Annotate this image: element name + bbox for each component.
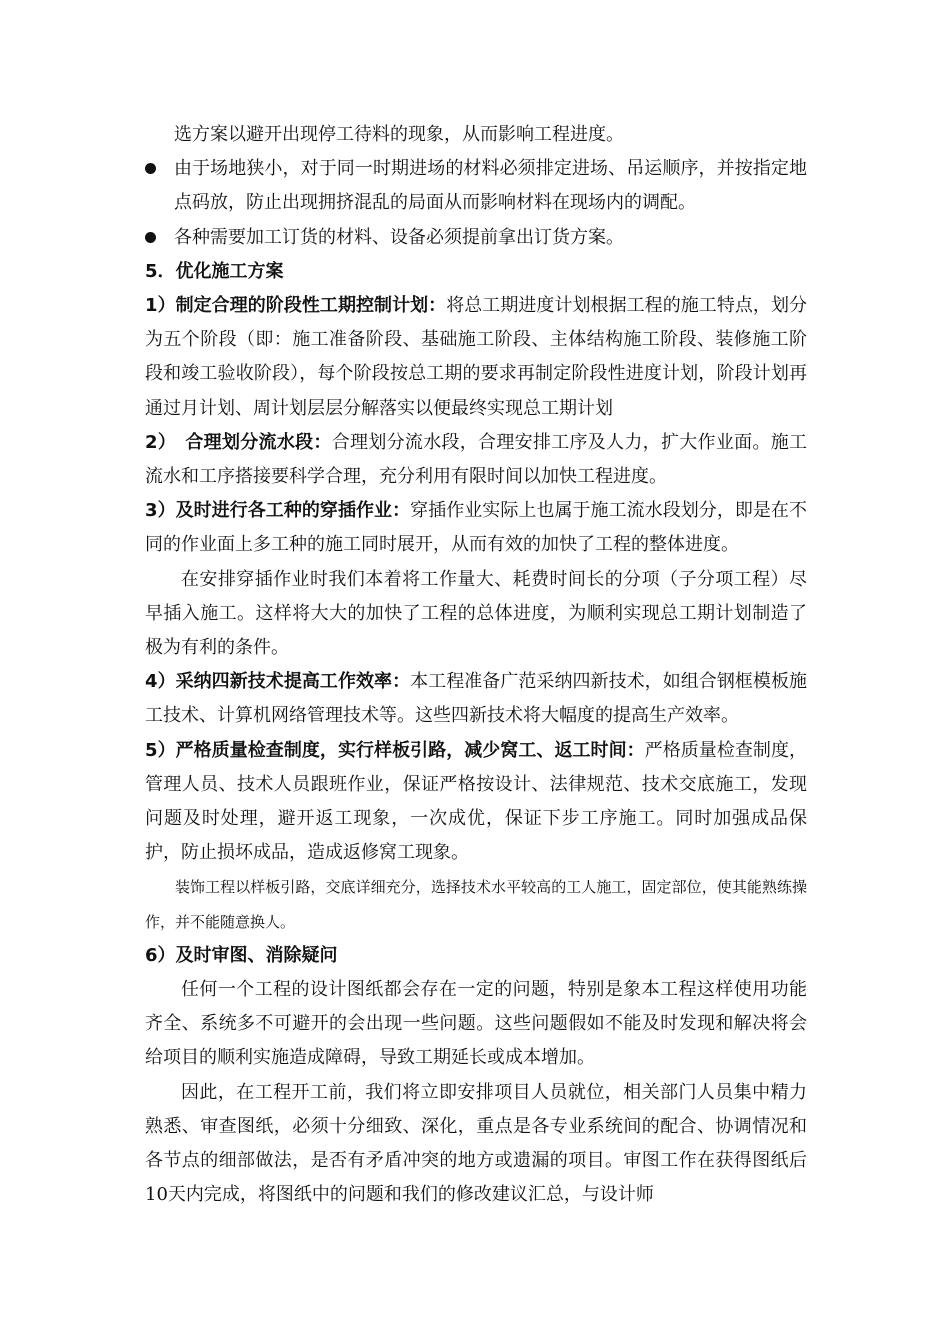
document-page xyxy=(145,118,807,1213)
item-2-body: 合理划分流水段，合理安排工序及人力，扩大作业面。施工流水和工序搭接要科学合理，充分利用有限时间以加快工程进度。 xyxy=(145,431,808,488)
item-1-paragraph xyxy=(145,289,807,426)
item-3-body: 穿插作业实际上也属于施工流水段划分，即是在不同的作业面上多工种的施工同时展开，从而有效的加快了工程的整体进度。 xyxy=(145,500,807,556)
section-heading-5: 5．优化施工方案 xyxy=(145,260,284,282)
item-4-title: 4）采纳四新技术提高工作效率： xyxy=(145,671,411,693)
item-4-paragraph xyxy=(145,665,807,733)
item-2-paragraph xyxy=(145,426,807,494)
bullet-dot-icon xyxy=(145,232,156,243)
item-3-title: 3）及时进行各工种的穿插作业： xyxy=(145,500,411,522)
bullet-item-ordering xyxy=(145,221,807,255)
item-2-title: 2） 合理划分流水段： xyxy=(145,431,332,453)
item-1-title: 1）制定合理的阶段性工期控制计划： xyxy=(145,295,447,317)
item-5-body: 严格质量检查制度，管理人员、技术人员跟班作业，保证严格按设计、法律规范、技术交底施工，发现问题及时处理，避开返工现象，一次成优，保证下步工序施工。同时加强成品保护，防止损坏成品，造成返修窝工现象。 xyxy=(145,739,807,864)
item-3-paragraph-2: 在安排穿插作业时我们本着将工作量大、耗费时间长的分项（子分项工程）尽早插入施工。这样将大大的加快了工程的总体进度，为顺利实现总工期计划制造了极为有利的条件。 xyxy=(145,568,807,659)
bullet-dot-icon xyxy=(145,163,156,174)
item-4-body: 本工程准备广范采纳四新技术，如组合钢框模板施工技术、计算机网络管理技术等。这些四新技术将大幅度的提高生产效率。 xyxy=(145,671,807,727)
bullet-item-site-space xyxy=(145,152,807,220)
item-6-paragraph-1: 任何一个工程的设计图纸都会存在一定的问题，特别是象本工程这样使用功能齐全、系统多不可避开的会出现一些问题。这些问题假如不能及时发现和解决将会给项目的顺利实施造成障碍，导致工期延长或成本增加。 xyxy=(145,979,807,1069)
item-6-title: 6）及时审图、消除疑问 xyxy=(145,944,338,966)
item-1-body: 将总工期进度计划根据工程的施工特点，划分为五个阶段（即：施工准备阶段、基础施工阶段、主体结构施工阶段、装修施工阶段和竣工验收阶段），每个阶段按总工期的要求再制定阶段性进度计划，阶段计划再通过月计划、周计划层层分解落实以便最终实现总工期计划 xyxy=(145,295,807,419)
item-5-small-note: 装饰工程以样板引路，交底详细充分，选择技术水平较高的工人施工，固定部位，使其能熟练操作，并不能随意换人。 xyxy=(145,878,807,931)
item-5-title: 5）严格质量检查制度，实行样板引路，减少窝工、返工时间： xyxy=(145,739,645,761)
bullet-text: 由于场地狭小，对于同一时期进场的材料必须排定进场、吊运顺序，并按指定地点码放，防止出现拥挤混乱的局面从而影响材料在现场内的调配。 xyxy=(174,158,807,214)
item-3-paragraph xyxy=(145,494,807,562)
item-5-paragraph xyxy=(145,734,807,871)
bullet-text: 各种需要加工订货的材料、设备必须提前拿出订货方案。 xyxy=(174,226,624,248)
continued-paragraph: 选方案以避开出现停工待料的现象，从而影响工程进度。 xyxy=(174,124,624,145)
item-6-paragraph-2: 因此，在工程开工前，我们将立即安排项目人员就位，相关部门人员集中精力熟悉、审查图纸，必须十分细致、深化，重点是各专业系统间的配合、协调情况和各节点的细部做法，是否有矛盾冲突的地方或遗漏的项目。审图工作在获得图纸后10天内完成，将图纸中的问题和我们的修改建议汇总，与设计师 xyxy=(145,1081,807,1206)
